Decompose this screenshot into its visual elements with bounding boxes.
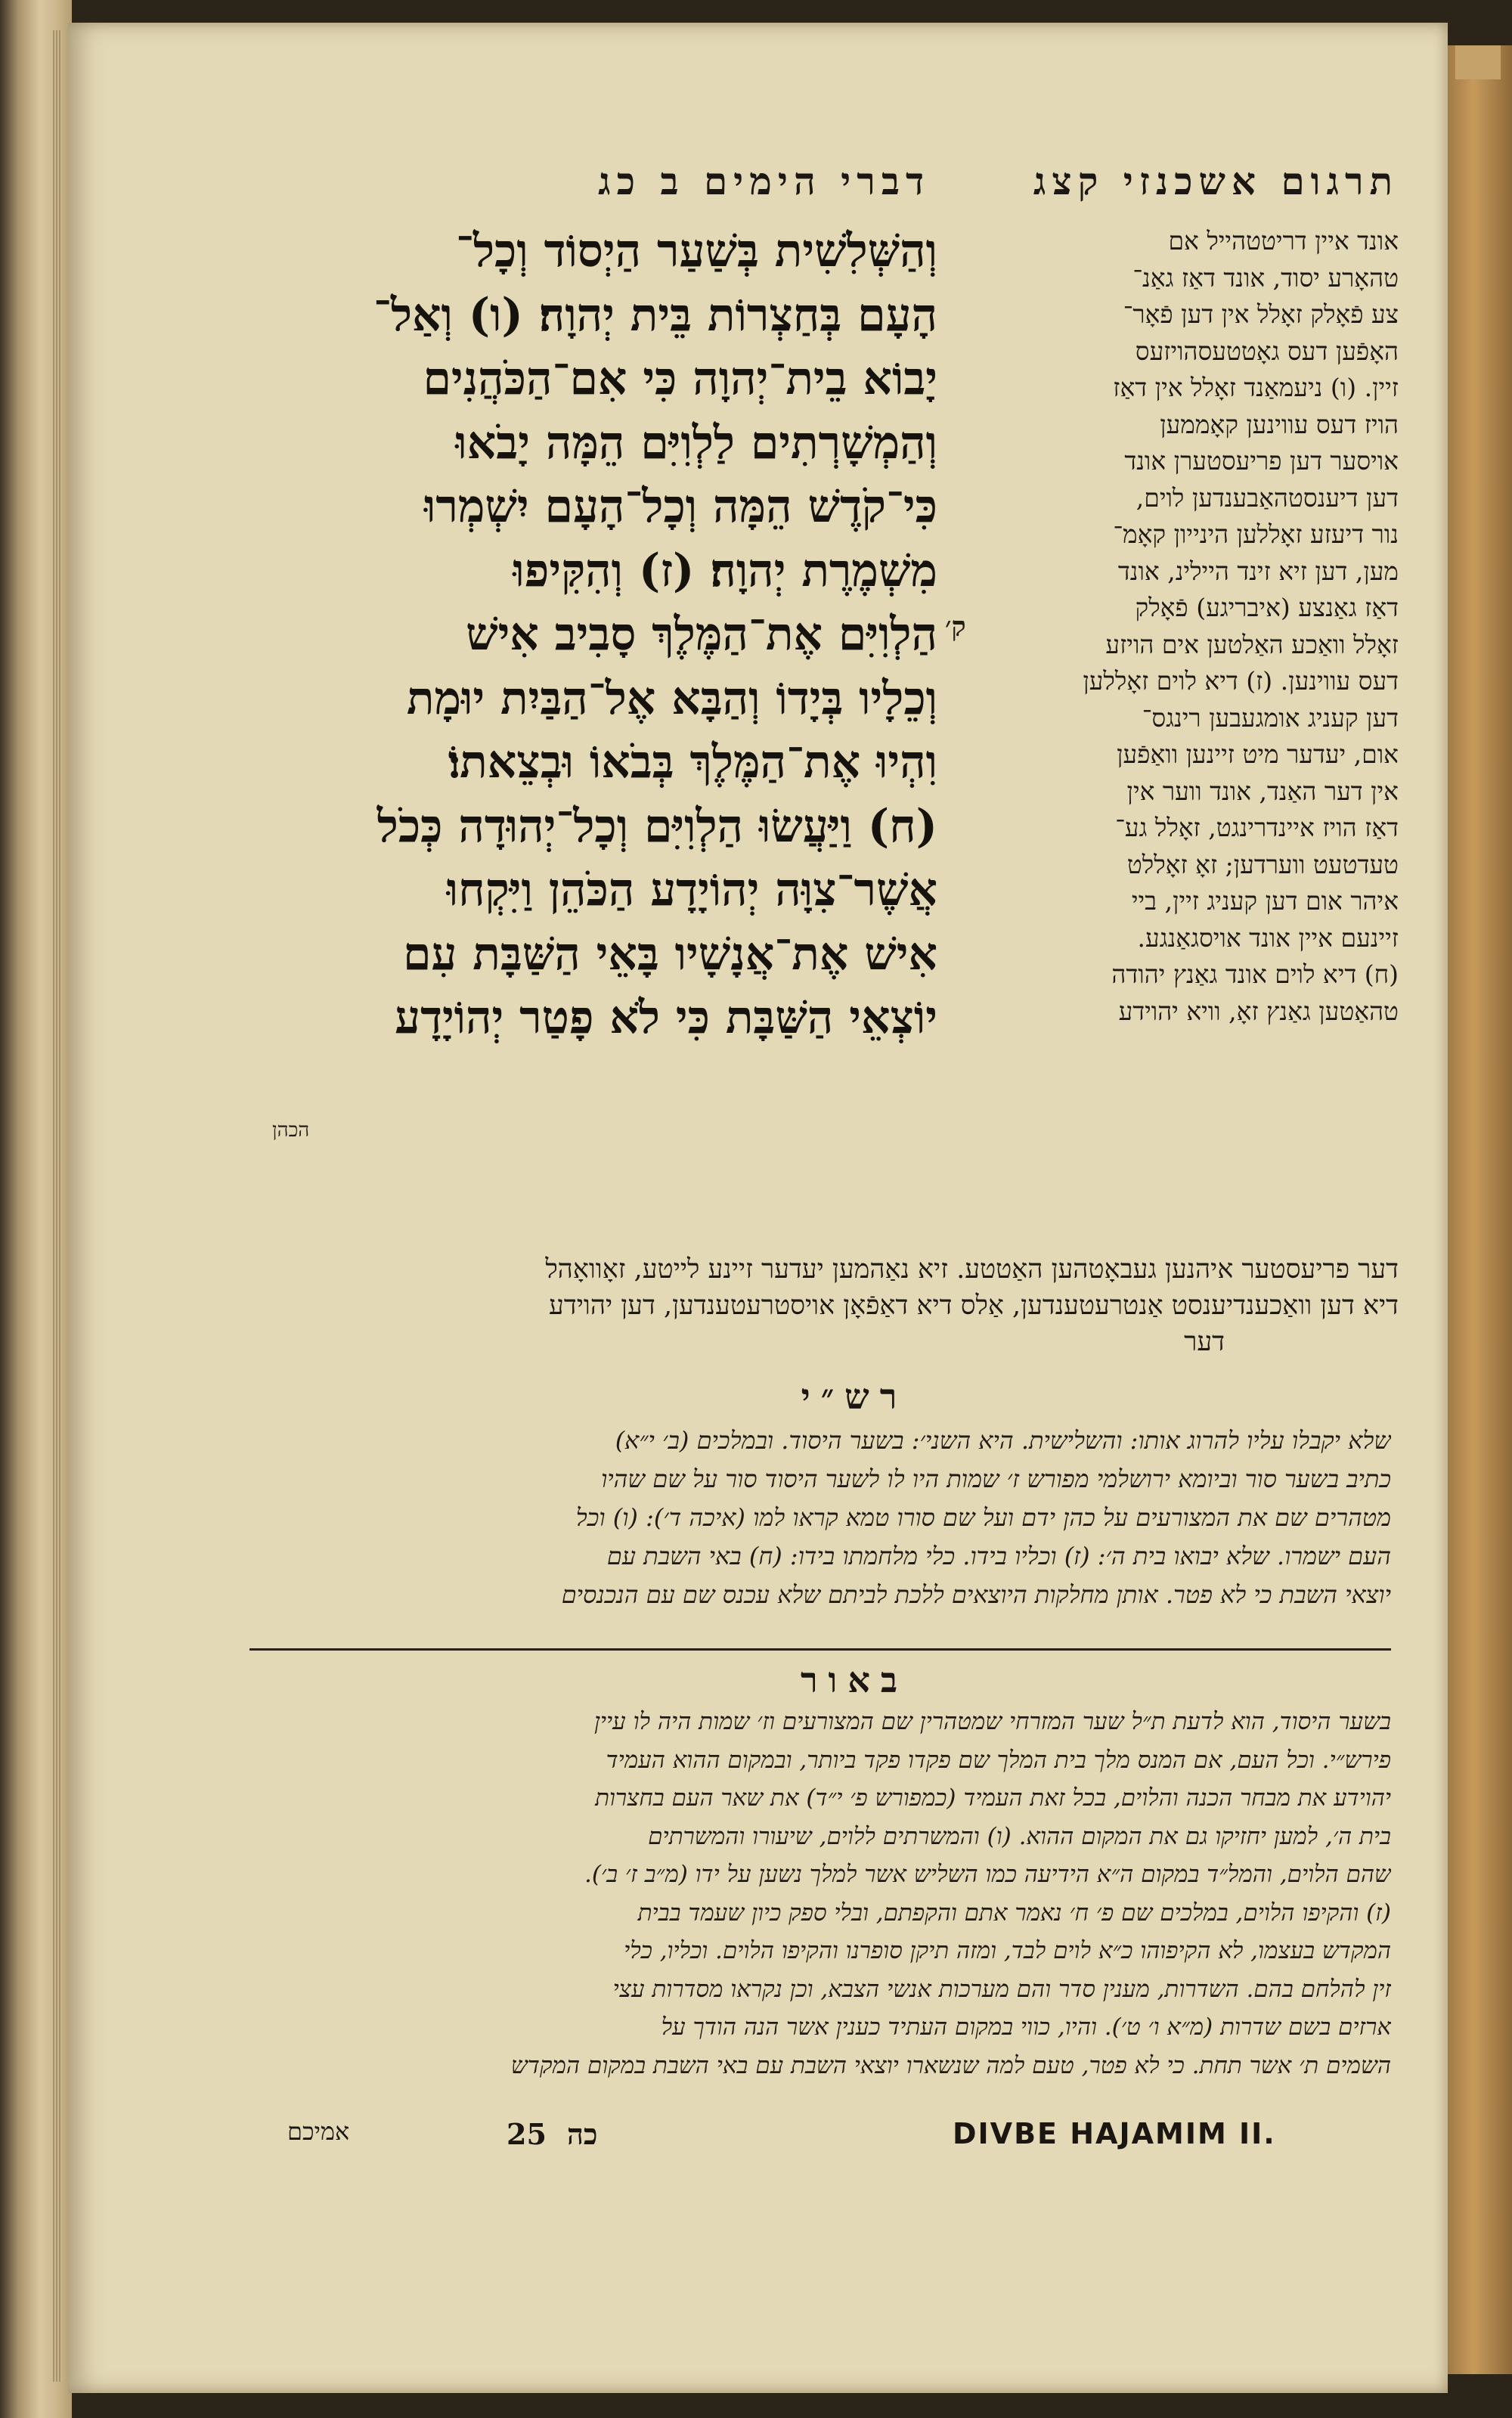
targum-line: נור דיעזע זאָללען הינייון קאָמ־	[1113, 519, 1399, 549]
targum-continuation-line: דיא דען וואַכענדיענסט אַנטרעטענדען, אַלס דיא דאַפֿאָן אויסטרעטענדען, דען יהוידע	[549, 1291, 1399, 1321]
biur-line: בית ה׳, למען יחזיקו גם את המקום ההוא. (ו) והמשרתים ללוים, שיעורו והמשרתים	[648, 1822, 1391, 1850]
targum-line: צע פֿאָלק זאָלל אין דען פֿאָר־	[1123, 299, 1399, 329]
targum-line: דען קעניג אומגעבען רינגס־	[1142, 702, 1399, 733]
targum-line: טהאָרע יסוד, אונד דאַז גאַנ־	[1132, 262, 1399, 293]
targum-line: הויז דעס עווינען קאָממען	[1160, 409, 1399, 439]
ketiv-marker: ק׳	[945, 611, 966, 643]
main-text-line: אֲשֶׁר־צִוָּה יְהוֹיָדָע הַכֹּהֵן וַיִּקְחוּ	[446, 863, 937, 916]
hebrew-folio: כה	[567, 2117, 598, 2151]
biur-line: זין להלחם בהם. השדרות, מענין סדר והם מערכות אנשי הצבא, וכן נקראו מסדרות עצי	[612, 1975, 1391, 2003]
biur-line: יהוידע את מבחר הכנה והלוים, בכל זאת העמיד (כמפורש פ׳ י״ד) את שאר העם בחצרות	[595, 1784, 1391, 1812]
biur-heading: באור	[800, 1660, 909, 1700]
biur-line: ארזים בשם שדרות (מ״א ו׳ ט׳). והיו, כווי במקום העתיד כענין אשר הנה הודך על	[661, 2013, 1391, 2041]
targum-line: זיינעם איין אונד אויסגאַנגע.	[1137, 922, 1399, 953]
main-text-line: מִשְׁמֶרֶת יְהוָה׃ (ז) וְהִקִּיפוּ	[513, 544, 937, 597]
main-text-line: הַלְוִיִּם אֶת־הַמֶּלֶךְ סָבִיב אִישׁ	[466, 608, 937, 661]
targum-continuation-line: דער	[1184, 1327, 1225, 1357]
targum-line: דאַז גאַנצע (איבריגע) פֿאָלק	[1135, 593, 1399, 622]
running-head-targum-title: תרגום אשכנזי קצג	[1033, 159, 1399, 203]
targum-line: (ח) דיא לוים אונד גאַנץ יהודה	[1111, 959, 1399, 989]
targum-line: טהאַטען גאַנץ זאָ, וויא יהוידע	[1118, 996, 1399, 1026]
targum-line: מען, דען זיא זינד היילינ, אונד	[1117, 556, 1399, 586]
section-divider	[249, 1648, 1391, 1651]
targum-line: טעדטעט ווערדען; זאָ זאָללט	[1126, 849, 1399, 879]
rashi-commentary	[249, 1421, 1391, 1614]
biur-line: פירש״י. וכל העם, אם המנס מלך בית המלך שם פקדו פקד ביותר, ובמקום ההוא העמיד	[606, 1746, 1391, 1774]
main-text-line: וִהְיוּ אֶת־הַמֶּלֶךְ בְּבֹאוֹ וּבְצֵאתוֹ׃	[448, 736, 937, 789]
rashi-line: כתיב בשער סור וביומא ירושלמי מפורש ז׳ שמות היו לו לשער היסוד סור על שם שהיו	[601, 1465, 1391, 1493]
biur-line: בשער היסוד, הוא לדעת ת״ל שער המזרחי שמטהרין שם המצורעים וז׳ שמות היה לו עיין	[594, 1708, 1391, 1735]
targum-line: איהר אום דען קעניג זיין, ביי	[1131, 886, 1399, 916]
biur-line: (ז) והקיפו הלוים, במלכים שם פ׳ ח׳ נאמר אתם והקפתם, ובלי ספק כיון שעמד בבית	[637, 1899, 1391, 1927]
main-text-line: אִישׁ אֶת־אֲנָשָׁיו בָּאֵי הַשַּׁבָּת עִם	[402, 927, 937, 981]
main-text-line: (ח) וַיַּעֲשׂוּ הַלְוִיִּם וְכָל־יְהוּדָה כְּכֹל	[376, 799, 937, 853]
facing-page-edge	[1448, 45, 1512, 2374]
targum-line: אום, יעדער מיט זיינען וואַפֿען	[1117, 739, 1399, 769]
rashi-line: יוצאי השבת כי לא פטר. אותן מחלקות היוצאים ללכת לביתם שלא עכנס שם עם הנכנסים	[561, 1580, 1391, 1609]
targum-continuation	[257, 1251, 1399, 1360]
targum-line: זיין. (ו) ניעמאַנד זאָלל אין דאַז	[1113, 373, 1399, 402]
targum-continuation-line: דער פריעסטער איהנען געבאָטהען האַטטע. זיא נאַהמען יעדער זיינע לייטע, זאָוואָהל	[545, 1254, 1399, 1285]
targum-column	[975, 223, 1399, 1030]
main-text-line: וְהַמְשָׁרְתִים לַלְוִיִּם הֵמָּה יָבֹאוּ	[455, 416, 937, 470]
rashi-heading: רש״י	[801, 1376, 908, 1417]
targum-line: דעס עווינען. (ז) דיא לוים זאָללען	[1083, 666, 1399, 696]
rashi-line: מטהרים שם את המצורעים על כהן ידם ועל שם סורו טמא קראו למו (איכה ד׳): (ו) וכל	[575, 1503, 1391, 1532]
rashi-line: העם ישמרו. שלא יבואו בית ה׳: (ז) וכליו בידו. כלי מלחמתו בידו: (ח) באי השבת עם	[606, 1542, 1391, 1570]
page-stack-edge	[53, 30, 62, 2382]
targum-line: דאַז הויז איינדרינגט, זאָלל גע־	[1115, 813, 1399, 842]
biur-commentary	[249, 1703, 1391, 2085]
running-head-book-title: דברי הימים ב כג	[598, 159, 930, 203]
main-text-line: יוֹצְאֵי הַשַּׁבָּת כִּי לֹא פָטַר יְהוֹיָדָע	[395, 991, 937, 1044]
latin-book-signature: DIVBE HAJAMIM II.	[953, 2117, 1276, 2150]
main-text-line: הָעָם בְּחַצְרוֹת בֵּית יְהוָה׃ (ו) וְאַל־	[373, 288, 937, 342]
targum-line: אונד איין דריטטהייל אם	[1168, 226, 1399, 256]
main-hebrew-text	[219, 219, 937, 1050]
main-text-line: יָבוֹא בֵית־יְהוָה כִּי אִם־הַכֹּהֲנִים	[423, 352, 937, 405]
targum-line: אויסער דען פריעסטערן אונד	[1124, 446, 1399, 476]
page-number: 25	[507, 2117, 547, 2151]
biur-line: שהם הלוים, והמל״ד במקום ה״א הידיעה כמו השליש אשר למלך נשען על ידו (מ״ב ז׳ ב׳).	[584, 1861, 1391, 1888]
main-text-line: וְכֵלָיו בְּיָדוֹ וְהַבָּא אֶל־הַבַּיִת יוּמָת	[406, 671, 937, 725]
targum-line: האָפֿען דעס גאָטטעסהויזעס	[1135, 336, 1399, 366]
targum-line: זאָלל וואַכע האַלטען אים הויזע	[1105, 629, 1399, 659]
rashi-line: שלא יקבלו עליו להרוג אותו: והשלישית. היא השני׳: בשער היסוד. ובמלכים (ב׳ י״א)	[615, 1426, 1391, 1455]
targum-line: אין דער האַנד, אונד ווער אין	[1126, 776, 1399, 806]
catchword: הכהן	[272, 1119, 310, 1142]
biur-line: המקדש בעצמו, לא הקיפוהו כ״א לוים לבד, ומזה תיקן סופרנו והקיפו הלוים. וכליו, כלי	[624, 1937, 1391, 1964]
targum-line: דען דיענסטהאַבענדען לוים,	[1136, 482, 1399, 513]
catchword-footer: אמיכם	[287, 2117, 350, 2146]
main-text-line: וְהַשְּׁלִשִׁית בְּשַׁעַר הַיְסוֹד וְכָל־	[455, 225, 937, 277]
biur-line: השמים ת׳ אשר תחת. כי לא פטר, טעם למה שנשארו יוצאי השבת עם באי השבת במקום המקדש	[510, 2051, 1391, 2079]
main-text-line: כִּי־קֹדֶשׁ הֵמָּה וְכָל־הָעָם יִשְׁמְרוּ	[424, 480, 937, 533]
